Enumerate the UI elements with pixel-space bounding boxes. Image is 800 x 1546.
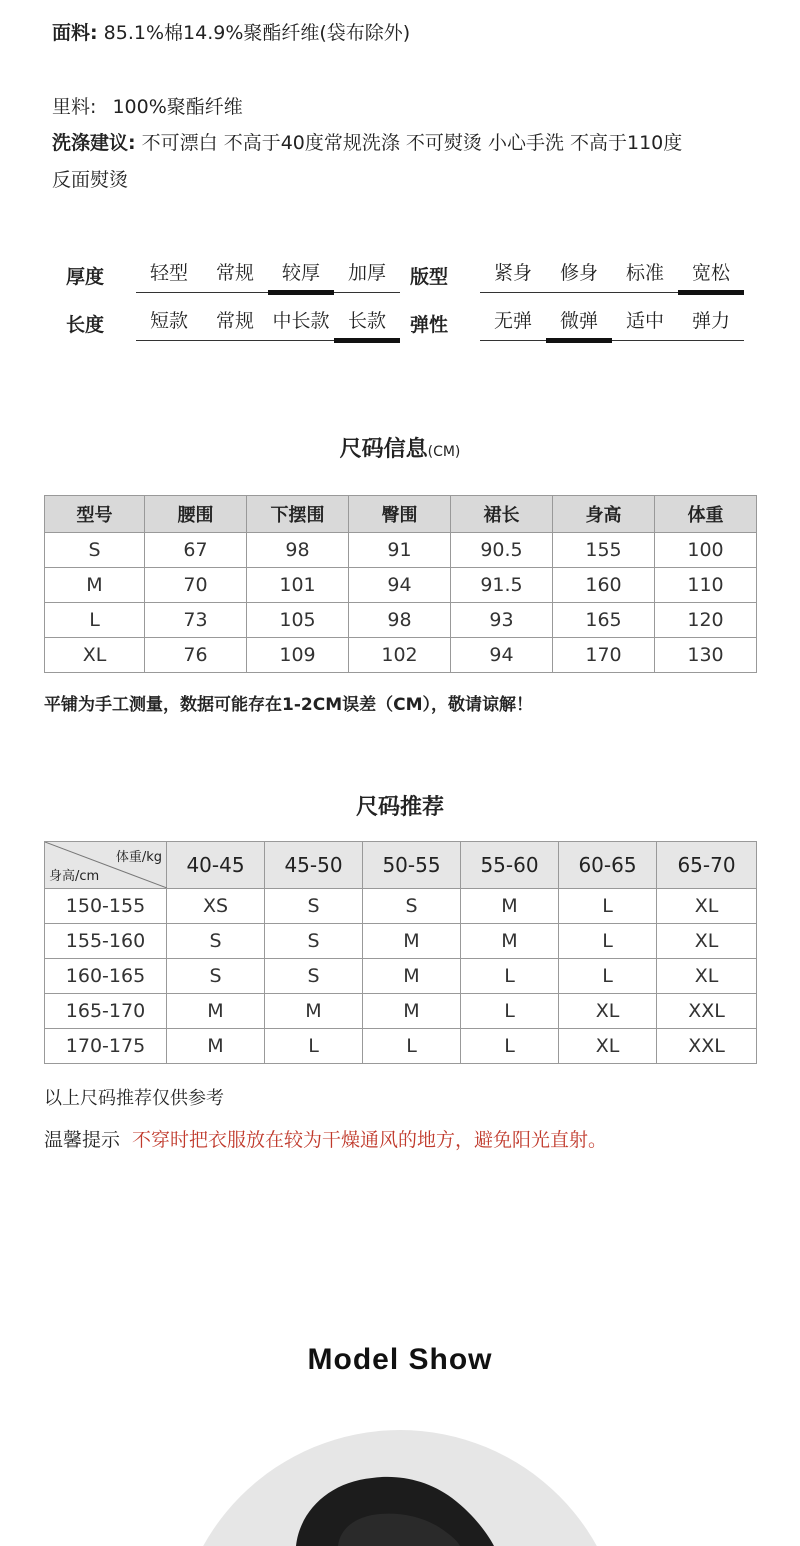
lining-label: 里料: [52,96,97,118]
table-cell: 105 [247,603,349,638]
table-cell: 160-165 [45,959,167,994]
table-cell: 91.5 [451,568,553,603]
wash-line-2 [52,165,128,192]
table-header: 下摆围 [247,496,349,533]
table-header: 40-45 [167,842,265,889]
table-cell: M [167,994,265,1029]
table-cell: L [461,1029,559,1064]
table-cell: 90.5 [451,533,553,568]
attr-opt: 常规 [215,262,254,284]
table-row [45,924,757,959]
table-header: 55-60 [461,842,559,889]
table-cell: 102 [349,638,451,673]
table-cell: XXL [657,994,757,1029]
table-header: 裙长 [451,496,553,533]
table-header: 臀围 [349,496,451,533]
table-cell: XL [559,1029,657,1064]
attr-opt: 加厚 [347,262,386,284]
table-cell: L [559,889,657,924]
attr-label-fit: 版型 [410,266,449,288]
table-cell: S [265,959,363,994]
warm-tip-text: 不穿时把衣服放在较为干燥通风的地方，避免阳光直射。 [132,1129,608,1151]
corner-bottom-label: 身高/cm [49,869,100,884]
size-info-note: 平铺为手工测量，数据可能存在1-2CM误差（CM），敬请谅解！ [44,695,533,715]
table-cell: 165 [553,603,655,638]
table-cell: 155-160 [45,924,167,959]
table-header: 身高 [553,496,655,533]
table-row [45,889,757,924]
corner-header [45,842,167,889]
table-header: 65-70 [657,842,757,889]
attr-row-thickness [136,258,400,293]
table-header: 型号 [45,496,145,533]
table-row [45,568,757,603]
attr-row-elasticity [480,306,744,341]
attr-opt-selected: 微弹 [546,306,612,340]
table-cell: 94 [349,568,451,603]
size-rec-note: 以上尺码推荐仅供参考 [44,1088,224,1109]
fabric-value: 85.1%棉14.9%聚酯纤维(袋布除外) [103,22,411,44]
attr-row-length [136,306,400,341]
attr-opt: 无弹 [493,310,532,332]
table-cell: M [363,994,461,1029]
table-cell: S [265,889,363,924]
table-cell: L [265,1029,363,1064]
attr-opt: 中长款 [272,310,330,332]
size-info-title [0,432,800,463]
attr-opt: 短款 [149,310,188,332]
size-rec-table [44,841,757,1064]
warm-tip-label: 温馨提示 [44,1129,121,1151]
attr-opt: 紧身 [493,262,532,284]
attr-row-fit [480,258,744,293]
wash-value: 不可漂白 不高于40度常规洗涤 不可熨烫 小心手洗 不高于110度 [141,132,683,154]
wash-line [52,128,682,155]
attr-opt: 修身 [559,262,598,284]
table-cell: XL [657,889,757,924]
attr-opt: 轻型 [149,262,188,284]
table-header-row [45,842,757,889]
warm-tip [44,1125,607,1152]
table-cell: 93 [451,603,553,638]
table-cell: L [45,603,145,638]
attr-opt: 常规 [215,310,254,332]
lining-line [52,92,243,119]
attr-opt: 弹力 [691,310,730,332]
fabric-label: 面料: [52,22,98,44]
corner-top-label: 体重/kg [115,850,162,865]
table-row [45,638,757,673]
table-cell: 70 [145,568,247,603]
table-header: 45-50 [265,842,363,889]
table-cell: 130 [655,638,757,673]
lining-value: 100%聚酯纤维 [112,96,243,118]
attr-label-length: 长度 [66,314,105,336]
table-cell: 98 [247,533,349,568]
attr-opt: 标准 [625,262,664,284]
table-cell: 165-170 [45,994,167,1029]
size-info-title-text: 尺码信息 [339,437,428,462]
cropped-top-text [52,0,142,2]
table-cell: M [167,1029,265,1064]
table-cell: XXL [657,1029,757,1064]
table-row [45,533,757,568]
table-row [45,1029,757,1064]
table-cell: 73 [145,603,247,638]
table-cell: 170-175 [45,1029,167,1064]
table-cell: S [265,924,363,959]
table-cell: S [363,889,461,924]
table-row [45,994,757,1029]
table-cell: XL [657,959,757,994]
table-cell: L [559,959,657,994]
table-cell: S [167,959,265,994]
table-cell: 120 [655,603,757,638]
table-header: 腰围 [145,496,247,533]
table-cell: 76 [145,638,247,673]
table-cell: 155 [553,533,655,568]
table-cell: 94 [451,638,553,673]
wash-value-2: 反面熨烫 [52,169,129,191]
attr-opt-selected: 宽松 [678,258,744,292]
table-cell: XL [45,638,145,673]
table-row [45,603,757,638]
table-cell: M [363,959,461,994]
attr-label-thickness: 厚度 [66,266,105,288]
wash-label: 洗涤建议: [52,132,136,154]
attr-label-elasticity: 弹性 [410,314,449,336]
table-cell: M [461,924,559,959]
table-cell: XL [559,994,657,1029]
fabric-line [52,18,410,45]
table-cell: 170 [553,638,655,673]
table-cell: L [461,994,559,1029]
attr-opt: 适中 [625,310,664,332]
table-cell: 110 [655,568,757,603]
table-cell: XS [167,889,265,924]
table-row [45,959,757,994]
table-header: 50-55 [363,842,461,889]
table-header: 60-65 [559,842,657,889]
table-cell: M [461,889,559,924]
model-show-title: Model Show [307,1343,493,1376]
table-cell: M [363,924,461,959]
table-cell: S [167,924,265,959]
table-cell: M [265,994,363,1029]
table-cell: 100 [655,533,757,568]
table-cell: M [45,568,145,603]
table-cell: 67 [145,533,247,568]
table-cell: 150-155 [45,889,167,924]
table-cell: L [363,1029,461,1064]
table-header-row [45,496,757,533]
table-cell: L [559,924,657,959]
table-cell: 109 [247,638,349,673]
table-cell: 160 [553,568,655,603]
table-cell: 91 [349,533,451,568]
size-rec-title: 尺码推荐 [355,795,444,820]
size-info-unit: (CM) [427,444,461,460]
attr-opt-selected: 长款 [334,306,400,340]
attr-opt-selected: 较厚 [268,258,334,292]
table-cell: 101 [247,568,349,603]
size-info-table [44,495,757,673]
table-cell: S [45,533,145,568]
model-photo [0,1420,800,1546]
table-cell: 98 [349,603,451,638]
table-cell: XL [657,924,757,959]
table-cell: L [461,959,559,994]
table-header: 体重 [655,496,757,533]
